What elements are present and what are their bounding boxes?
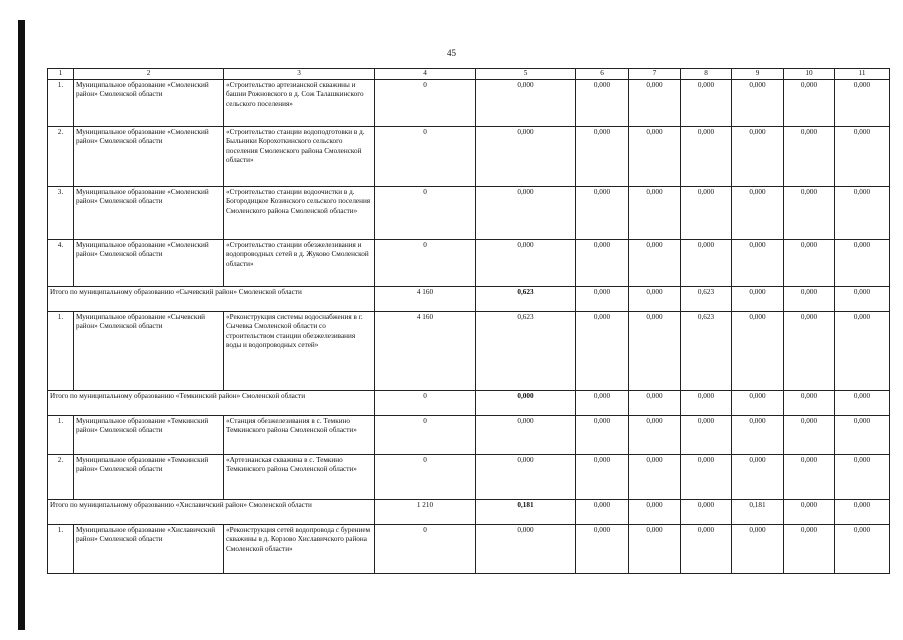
- value-cell-c11: 0,000: [835, 391, 890, 416]
- value-cell-c11: 0,000: [835, 287, 890, 312]
- total-value-cell: 0,000: [476, 455, 576, 500]
- cost-cell: 0: [375, 240, 476, 287]
- value-cell-c8: 0,000: [681, 455, 732, 500]
- value-cell-c9: 0,000: [732, 391, 784, 416]
- cost-cell: 0: [375, 455, 476, 500]
- project-cell: «Строительство станции водоподготовки в д. Быльники Корохоткинского сельского поселения Смоленского района Смоленской области»: [224, 127, 375, 187]
- value-cell-c9: 0,000: [732, 416, 784, 455]
- value-cell-c8: 0,000: [681, 127, 732, 187]
- value-cell-c7: 0,000: [629, 391, 681, 416]
- value-cell-c8: 0,000: [681, 391, 732, 416]
- value-cell-c11: 0,000: [835, 187, 890, 240]
- cost-cell: 0: [375, 525, 476, 574]
- column-header: 7: [629, 69, 681, 80]
- project-cell: «Станция обезжелезивания в с. Темкино Темкинского района Смоленской области»: [224, 416, 375, 455]
- value-cell-c8: 0,000: [681, 525, 732, 574]
- value-cell-c6: 0,000: [576, 416, 629, 455]
- value-cell-c9: 0,000: [732, 80, 784, 127]
- value-cell-c7: 0,000: [629, 127, 681, 187]
- municipality-cell: Муниципальное образование «Смоленский район» Смоленской области: [74, 127, 224, 187]
- municipality-cell: Муниципальное образование «Сычевский район» Смоленской области: [74, 312, 224, 391]
- column-header: 9: [732, 69, 784, 80]
- value-cell-c11: 0,000: [835, 455, 890, 500]
- value-cell-c7: 0,000: [629, 525, 681, 574]
- value-cell-c7: 0,000: [629, 312, 681, 391]
- column-header: 6: [576, 69, 629, 80]
- value-cell-c11: 0,000: [835, 80, 890, 127]
- project-cell: «Реконструкция системы водоснабжения в г. Сычевка Смоленской области со строительством станции обезжелезивания воды и водопроводных сетей»: [224, 312, 375, 391]
- value-cell-c10: 0,000: [784, 500, 835, 525]
- column-header: 11: [835, 69, 890, 80]
- total-value-cell: 0,000: [476, 127, 576, 187]
- value-cell-c7: 0,000: [629, 240, 681, 287]
- value-cell-c11: 0,000: [835, 525, 890, 574]
- value-cell-c9: 0,000: [732, 287, 784, 312]
- cost-cell: 0: [375, 187, 476, 240]
- value-cell-c6: 0,000: [576, 391, 629, 416]
- value-cell-c11: 0,000: [835, 416, 890, 455]
- value-cell-c11: 0,000: [835, 127, 890, 187]
- total-label: Итого по муниципальному образованию «Сычевский район» Смоленской области: [48, 287, 375, 312]
- table-row: [48, 416, 890, 455]
- row-number: 1.: [48, 312, 74, 391]
- row-number: 3.: [48, 187, 74, 240]
- cost-cell: 4 160: [375, 312, 476, 391]
- cost-cell: 0: [375, 391, 476, 416]
- project-cell: «Строительство станции водоочистки в д. Богородицкое Козинского сельского поселения Смоленского района Смоленской области»: [224, 187, 375, 240]
- value-cell-c9: 0,000: [732, 187, 784, 240]
- column-header: 4: [375, 69, 476, 80]
- value-cell-c8: 0,000: [681, 500, 732, 525]
- table-row: [48, 127, 890, 187]
- value-cell-c10: 0,000: [784, 391, 835, 416]
- total-row: [48, 500, 890, 525]
- value-cell-c8: 0,000: [681, 416, 732, 455]
- table-row: [48, 80, 890, 127]
- total-value-cell: 0,623: [476, 287, 576, 312]
- value-cell-c11: 0,000: [835, 500, 890, 525]
- value-cell-c11: 0,000: [835, 240, 890, 287]
- value-cell-c10: 0,000: [784, 240, 835, 287]
- value-cell-c8: 0,000: [681, 240, 732, 287]
- value-cell-c7: 0,000: [629, 287, 681, 312]
- value-cell-c10: 0,000: [784, 312, 835, 391]
- cost-cell: 4 160: [375, 287, 476, 312]
- project-cell: «Строительство артезианской скважины и башни Рожновского в д. Сож Талашкинского сельского поселения»: [224, 80, 375, 127]
- cost-cell: 1 210: [375, 500, 476, 525]
- value-cell-c10: 0,000: [784, 287, 835, 312]
- project-cell: «Реконструкция сетей водопровода с бурением скважины в д. Корзово Хиславичского района Смоленской области»: [224, 525, 375, 574]
- value-cell-c6: 0,000: [576, 525, 629, 574]
- value-cell-c6: 0,000: [576, 127, 629, 187]
- value-cell-c8: 0,623: [681, 312, 732, 391]
- value-cell-c6: 0,000: [576, 500, 629, 525]
- value-cell-c6: 0,000: [576, 240, 629, 287]
- total-value-cell: 0,000: [476, 187, 576, 240]
- value-cell-c6: 0,000: [576, 312, 629, 391]
- value-cell-c8: 0,623: [681, 287, 732, 312]
- row-number: 4.: [48, 240, 74, 287]
- value-cell-c6: 0,000: [576, 187, 629, 240]
- table-row: [48, 312, 890, 391]
- row-number: 1.: [48, 80, 74, 127]
- total-value-cell: 0,000: [476, 240, 576, 287]
- value-cell-c7: 0,000: [629, 80, 681, 127]
- value-cell-c10: 0,000: [784, 187, 835, 240]
- municipality-cell: Муниципальное образование «Смоленский район» Смоленской области: [74, 80, 224, 127]
- row-number: 1.: [48, 525, 74, 574]
- column-header: 5: [476, 69, 576, 80]
- value-cell-c9: 0,000: [732, 455, 784, 500]
- value-cell-c10: 0,000: [784, 127, 835, 187]
- value-cell-c10: 0,000: [784, 455, 835, 500]
- value-cell-c10: 0,000: [784, 416, 835, 455]
- cost-cell: 0: [375, 80, 476, 127]
- row-number: 2.: [48, 127, 74, 187]
- value-cell-c6: 0,000: [576, 287, 629, 312]
- value-cell-c7: 0,000: [629, 187, 681, 240]
- total-row: [48, 391, 890, 416]
- table-row: [48, 455, 890, 500]
- table-row: [48, 187, 890, 240]
- municipality-cell: Муниципальное образование «Смоленский район» Смоленской области: [74, 187, 224, 240]
- table-row: [48, 240, 890, 287]
- row-number: 1.: [48, 416, 74, 455]
- scan-edge-bar: [18, 20, 25, 630]
- municipality-cell: Муниципальное образование «Темкинский район» Смоленской области: [74, 416, 224, 455]
- table-row: [48, 525, 890, 574]
- municipality-cell: Муниципальное образование «Смоленский район» Смоленской области: [74, 240, 224, 287]
- total-value-cell: 0,181: [476, 500, 576, 525]
- total-value-cell: 0,623: [476, 312, 576, 391]
- total-value-cell: 0,000: [476, 391, 576, 416]
- column-header: 2: [74, 69, 224, 80]
- value-cell-c9: 0,000: [732, 127, 784, 187]
- column-header: 1: [48, 69, 74, 80]
- value-cell-c10: 0,000: [784, 80, 835, 127]
- value-cell-c7: 0,000: [629, 455, 681, 500]
- value-cell-c9: 0,000: [732, 525, 784, 574]
- total-value-cell: 0,000: [476, 525, 576, 574]
- value-cell-c8: 0,000: [681, 80, 732, 127]
- value-cell-c7: 0,000: [629, 416, 681, 455]
- value-cell-c6: 0,000: [576, 80, 629, 127]
- value-cell-c9: 0,181: [732, 500, 784, 525]
- value-cell-c9: 0,000: [732, 312, 784, 391]
- data-table: [47, 68, 890, 574]
- total-row: [48, 287, 890, 312]
- cost-cell: 0: [375, 127, 476, 187]
- column-header: 3: [224, 69, 375, 80]
- cost-cell: 0: [375, 416, 476, 455]
- value-cell-c7: 0,000: [629, 500, 681, 525]
- total-label: Итого по муниципальному образованию «Хиславичский район» Смоленской области: [48, 500, 375, 525]
- header-row: [48, 69, 890, 80]
- row-number: 2.: [48, 455, 74, 500]
- value-cell-c11: 0,000: [835, 312, 890, 391]
- column-header: 10: [784, 69, 835, 80]
- project-cell: «Артезианская скважина в с. Темкино Темкинского района Смоленской области»: [224, 455, 375, 500]
- municipality-cell: Муниципальное образование «Хиславичский район» Смоленской области: [74, 525, 224, 574]
- project-cell: «Строительство станции обезжелезивания и водопроводных сетей в д. Жуково Смоленской области»: [224, 240, 375, 287]
- table-body: [48, 69, 890, 574]
- column-header: 8: [681, 69, 732, 80]
- total-label: Итого по муниципальному образованию «Темкинский район» Смоленской области: [48, 391, 375, 416]
- municipality-cell: Муниципальное образование «Темкинский район» Смоленской области: [74, 455, 224, 500]
- total-value-cell: 0,000: [476, 80, 576, 127]
- value-cell-c9: 0,000: [732, 240, 784, 287]
- value-cell-c10: 0,000: [784, 525, 835, 574]
- page-number: 45: [447, 48, 456, 58]
- total-value-cell: 0,000: [476, 416, 576, 455]
- value-cell-c6: 0,000: [576, 455, 629, 500]
- value-cell-c8: 0,000: [681, 187, 732, 240]
